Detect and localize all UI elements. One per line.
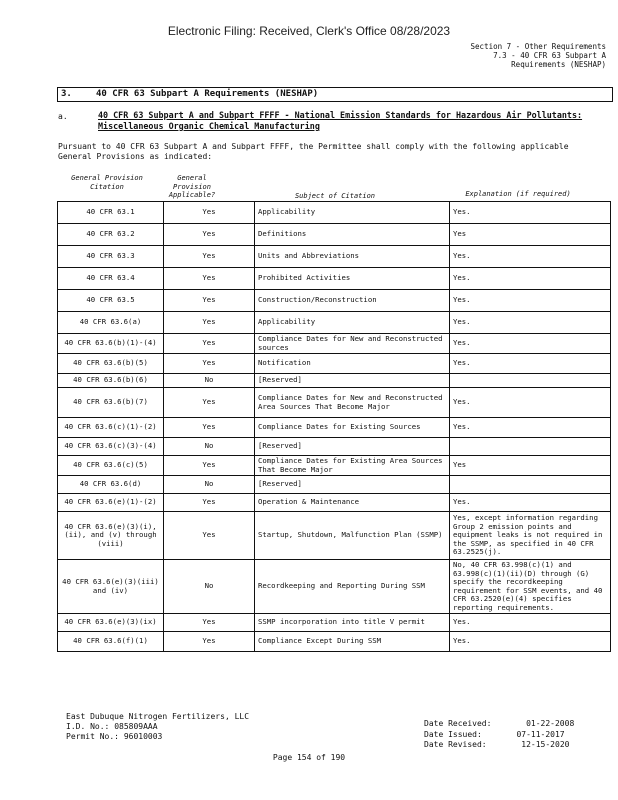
citation-cell: 40 CFR 63.6(e)(3)(i), (ii), and (v) through (viii) <box>58 512 164 560</box>
table-row <box>58 246 611 268</box>
table-row <box>58 614 611 632</box>
explanation-cell <box>450 438 611 456</box>
citation-cell: 40 CFR 63.4 <box>58 268 164 290</box>
citation-cell: 40 CFR 63.3 <box>58 246 164 268</box>
citation-cell: 40 CFR 63.6(b)(6) <box>58 374 164 388</box>
citation-cell: 40 CFR 63.6(c)(1)-(2) <box>58 418 164 438</box>
explanation-cell: Yes, except information regarding Group 2 emission points and equipment leaks is not required in the SSMP, as specified in 40 CFR 63.2525(j). <box>450 512 611 560</box>
subject-cell: Definitions <box>255 224 450 246</box>
table-row <box>58 290 611 312</box>
date-received-label: Date Received: <box>424 719 492 728</box>
subject-cell: Applicability <box>255 202 450 224</box>
explanation-cell: Yes. <box>450 388 611 418</box>
permit-number-line <box>66 732 249 742</box>
subject-cell: Units and Abbreviations <box>255 246 450 268</box>
applicable-cell: Yes <box>164 246 255 268</box>
table-row <box>58 632 611 652</box>
section-title: 40 CFR 63 Subpart A Requirements (NESHAP) <box>96 89 319 99</box>
explanation-cell: Yes. <box>450 290 611 312</box>
date-issued-line <box>424 730 574 741</box>
section-number: 3. <box>61 89 72 99</box>
date-revised-line <box>424 740 574 751</box>
citation-cell: 40 CFR 63.6(a) <box>58 312 164 334</box>
id-label: I.D. No.: <box>66 722 110 731</box>
table-row <box>58 202 611 224</box>
applicable-cell: Yes <box>164 494 255 512</box>
citation-cell: 40 CFR 63.6(e)(3)(ix) <box>58 614 164 632</box>
page-number: Page 154 of 190 <box>272 753 346 762</box>
date-issued-label: Date Issued: <box>424 729 482 739</box>
table-row <box>58 334 611 354</box>
explanation-cell: Yes. <box>450 632 611 652</box>
applicable-cell: Yes <box>164 202 255 224</box>
applicable-cell: Yes <box>164 334 255 354</box>
applicable-cell: Yes <box>164 224 255 246</box>
table-row <box>58 494 611 512</box>
explanation-cell: No, 40 CFR 63.998(c)(1) and 63.998(c)(1)(ii)(D) through (G) specify the recordkeeping requirement for SSM events, and 40 CFR 63.2520(e)(4) specifies reporting requirements. <box>450 560 611 614</box>
company-name: East Dubuque Nitrogen Fertilizers, LLC <box>66 712 250 721</box>
applicable-cell: Yes <box>164 290 255 312</box>
applicable-cell: Yes <box>164 268 255 290</box>
explanation-cell: Yes. <box>450 202 611 224</box>
section-header <box>471 42 606 69</box>
citation-cell: 40 CFR 63.6(b)(1)-(4) <box>58 334 164 354</box>
date-revised-label: Date Revised: <box>424 740 487 749</box>
applicable-cell: Yes <box>164 456 255 476</box>
applicable-cell: No <box>164 476 255 494</box>
table-row <box>58 418 611 438</box>
applicable-cell: No <box>164 560 255 614</box>
subject-cell: Compliance Dates for Existing Area Sources That Become Major <box>255 456 450 476</box>
explanation-cell: Yes. <box>450 334 611 354</box>
date-received-value: 01-22-2008 <box>526 719 575 728</box>
table-row <box>58 312 611 334</box>
date-info <box>424 719 574 751</box>
table-row <box>58 560 611 614</box>
explanation-cell: Yes. <box>450 268 611 290</box>
explanation-cell: Yes. <box>450 354 611 374</box>
date-issued-value: 07-11-2017 <box>516 729 565 739</box>
permit-value: 96010003 <box>123 732 163 741</box>
subsection-title: 40 CFR 63 Subpart A and Subpart FFFF - National Emission Standards for Hazardous Air Pollutants: Miscellaneous Organic Chemical Manufacturing <box>98 110 583 131</box>
applicable-cell: Yes <box>164 388 255 418</box>
subject-cell: Compliance Dates for New and Reconstructed Area Sources That Become Major <box>255 388 450 418</box>
explanation-cell <box>450 476 611 494</box>
citation-cell: 40 CFR 63.6(c)(5) <box>58 456 164 476</box>
table-row <box>58 512 611 560</box>
table-row <box>58 374 611 388</box>
subject-cell: Notification <box>255 354 450 374</box>
date-received-line <box>424 719 574 730</box>
explanation-cell: Yes. <box>450 418 611 438</box>
citation-cell: 40 CFR 63.6(d) <box>58 476 164 494</box>
applicable-cell: Yes <box>164 354 255 374</box>
subject-cell: [Reserved] <box>255 374 450 388</box>
subject-cell: Prohibited Activities <box>255 268 450 290</box>
citation-cell: 40 CFR 63.6(b)(7) <box>58 388 164 418</box>
citation-cell: 40 CFR 63.2 <box>58 224 164 246</box>
citation-cell: 40 CFR 63.6(e)(3)(iii) and (iv) <box>58 560 164 614</box>
id-value: 085809AAA <box>114 722 158 731</box>
col-header-explanation: Explanation (if required) <box>465 190 571 198</box>
header-line-2: 7.3 - 40 CFR 63 Subpart A <box>493 51 606 60</box>
explanation-cell: Yes. <box>450 494 611 512</box>
subject-cell: [Reserved] <box>255 476 450 494</box>
subject-cell: Construction/Reconstruction <box>255 290 450 312</box>
subject-cell: Compliance Dates for Existing Sources <box>255 418 450 438</box>
table-row <box>58 456 611 476</box>
col-header-applicable: General Provision Applicable? <box>168 174 216 199</box>
table-row <box>58 476 611 494</box>
table-row <box>58 438 611 456</box>
header-line-1: Section 7 - Other Requirements <box>470 42 606 51</box>
table-row <box>58 354 611 374</box>
date-revised-value: 12-15-2020 <box>521 740 570 749</box>
applicable-cell: Yes <box>164 614 255 632</box>
explanation-cell <box>450 374 611 388</box>
subsection-letter: a. <box>58 112 68 121</box>
permit-label: Permit No.: <box>66 732 119 741</box>
subject-cell: SSMP incorporation into title V permit <box>255 614 450 632</box>
id-number-line <box>66 722 249 732</box>
intro-paragraph: Pursuant to 40 CFR 63 Subpart A and Subpart FFFF, the Permittee shall comply with the following applicable General Provisions as indicated: <box>58 142 569 161</box>
explanation-cell: Yes <box>450 224 611 246</box>
facility-info <box>66 712 249 742</box>
section-title-box <box>57 87 613 102</box>
subject-cell: Applicability <box>255 312 450 334</box>
subject-cell: Compliance Dates for New and Reconstructed sources <box>255 334 450 354</box>
citation-cell: 40 CFR 63.6(f)(1) <box>58 632 164 652</box>
citation-cell: 40 CFR 63.5 <box>58 290 164 312</box>
applicable-cell: Yes <box>164 632 255 652</box>
header-line-3: Requirements (NESHAP) <box>511 60 606 69</box>
subject-cell: Compliance Except During SSM <box>255 632 450 652</box>
col-header-citation: General Provision Citation <box>71 174 143 191</box>
explanation-cell: Yes <box>450 456 611 476</box>
subject-cell: [Reserved] <box>255 438 450 456</box>
explanation-cell: Yes. <box>450 614 611 632</box>
applicable-cell: Yes <box>164 418 255 438</box>
subject-cell: Operation & Maintenance <box>255 494 450 512</box>
col-header-subject: Subject of Citation <box>294 192 376 200</box>
citation-cell: 40 CFR 63.1 <box>58 202 164 224</box>
applicable-cell: Yes <box>164 312 255 334</box>
applicable-cell: No <box>164 438 255 456</box>
citation-cell: 40 CFR 63.6(e)(1)-(2) <box>58 494 164 512</box>
table-row <box>58 268 611 290</box>
citation-cell: 40 CFR 63.6(c)(3)-(4) <box>58 438 164 456</box>
explanation-cell: Yes. <box>450 312 611 334</box>
subject-cell: Startup, Shutdown, Malfunction Plan (SSMP) <box>255 512 450 560</box>
table-row <box>58 224 611 246</box>
provisions-table-body <box>58 202 611 652</box>
subject-cell: Recordkeeping and Reporting During SSM <box>255 560 450 614</box>
applicable-cell: No <box>164 374 255 388</box>
provisions-table <box>57 201 611 652</box>
filing-stamp: Electronic Filing: Received, Clerk's Office 08/28/2023 <box>167 24 451 38</box>
citation-cell: 40 CFR 63.6(b)(5) <box>58 354 164 374</box>
explanation-cell: Yes. <box>450 246 611 268</box>
applicable-cell: Yes <box>164 512 255 560</box>
table-row <box>58 388 611 418</box>
